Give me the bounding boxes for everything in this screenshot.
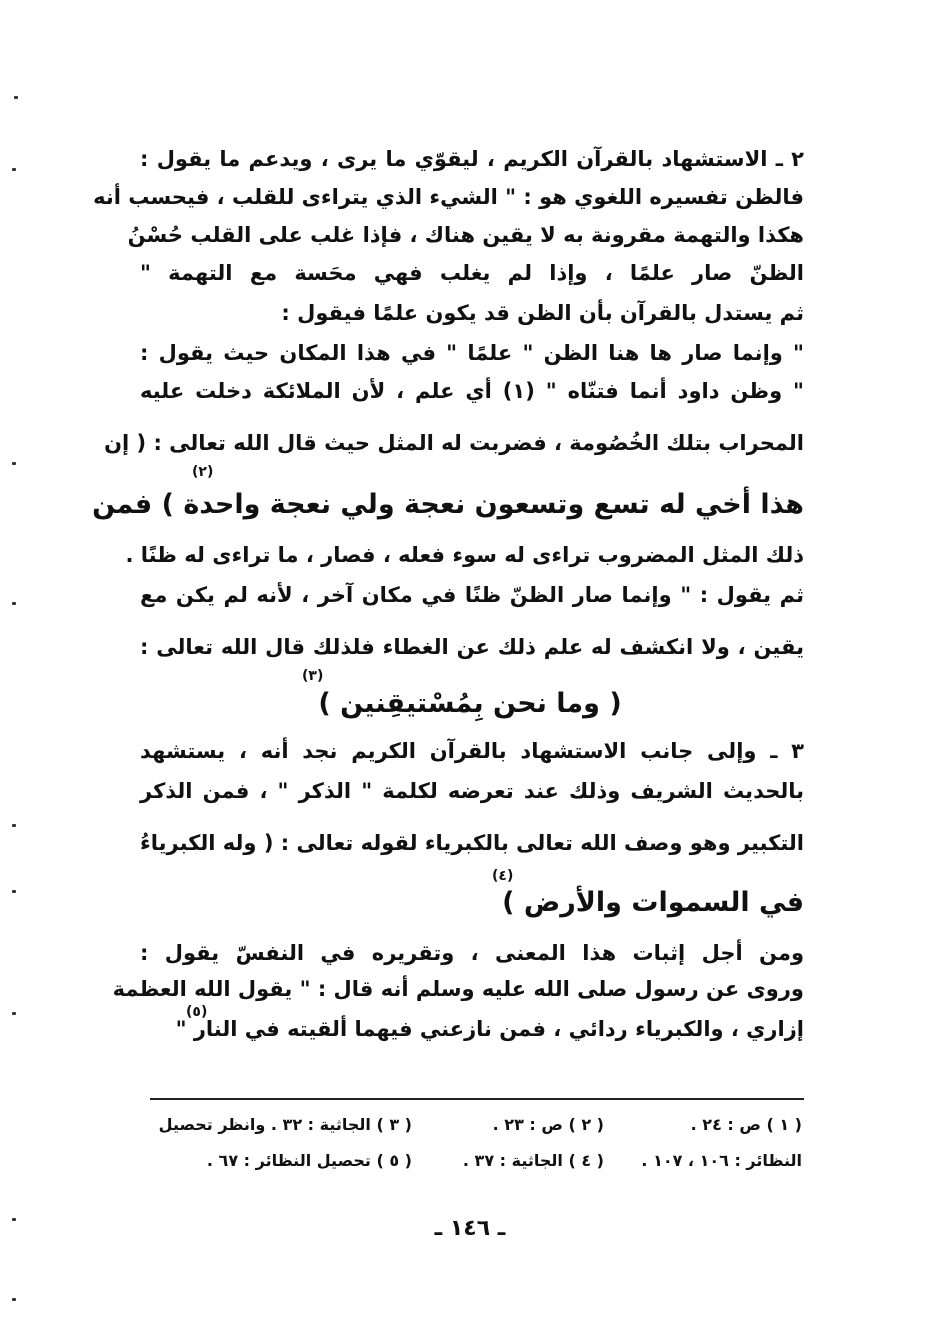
scan-speck [12, 824, 16, 827]
footnote-3-cont: النظائر : ١٠٦ ، ١٠٧ . [641, 1151, 802, 1170]
body-line-16: التكبير وهو وصف الله تعالى بالكبرياء لقوله تعالى : ( وله الكبرياءُ [140, 831, 804, 855]
footnote-2: ( ٢ ) ص : ٢٣ . [492, 1115, 604, 1134]
note-ref-3: (٣) [302, 668, 324, 684]
scan-speck [12, 1218, 16, 1221]
note-ref-2: (٢) [192, 464, 214, 480]
page-number: ـ ١٤٦ ـ [434, 1216, 506, 1241]
scan-speck [12, 168, 16, 171]
body-line-6: " وإنما صار ها هنا الظن " علمًا " في هذا المكان حيث يقول : [140, 341, 804, 365]
scan-speck [12, 1298, 16, 1301]
scan-speck [12, 1012, 16, 1015]
body-line-10: ذلك المثل المضروب تراءى له سوء فعله ، فصار ، ما تراءى له ظنًا . [125, 543, 804, 567]
body-line-11: ثم يقول : " وإنما صار الظنّ ظنًا في مكان آخر ، لأنه لم يكن مع [140, 583, 804, 607]
body-line-1: ٢ ـ الاستشهاد بالقرآن الكريم ، ليقوّي ما يرى ، ويدعم ما يقول : [140, 147, 804, 171]
body-line-15: بالحديث الشريف وذلك عند تعرضه لكلمة " الذكر " ، فمن الذكر [140, 779, 804, 803]
scan-speck [14, 96, 18, 99]
footnote-1: ( ١ ) ص : ٢٤ . [690, 1115, 802, 1134]
footnote-rule [150, 1098, 804, 1100]
body-line-20: إزاري ، والكبرياء ردائي ، فمن نازعني فيهما ألقيته في النار " [175, 1017, 804, 1041]
footnote-3: ( ٣ ) الجاثية : ٣٢ . وانظر تحصيل [158, 1115, 412, 1134]
body-line-2: فالظن تفسيره اللغوي هو : " الشيء الذي يتراءى للقلب ، فيحسب أنه [93, 185, 804, 209]
body-line-3: هكذا والتهمة مقرونة به لا يقين هناك ، فإذا غلب على القلب حُسْنُ [127, 223, 804, 247]
body-line-12: يقين ، ولا انكشف له علم ذلك عن الغطاء فلذلك قال الله تعالى : [140, 635, 804, 659]
body-line-14: ٣ ـ وإلى جانب الاستشهاد بالقرآن الكريم نجد أنه ، يستشهد [140, 739, 804, 763]
verse-line: هذا أخي له تسع وتسعون نعجة ولي نعجة واحدة ) فمن [92, 489, 804, 520]
verse-line-2: في السموات والأرض ) [502, 887, 804, 918]
footnote-5: ( ٥ ) تحصيل النظائر : ٦٧ . [206, 1151, 412, 1170]
verse-centered: ( وما نحن بِمُسْتيقِنين ) [318, 688, 622, 719]
note-ref-4: (٤) [492, 868, 514, 884]
scan-speck [12, 602, 16, 605]
scan-speck [12, 890, 16, 893]
body-line-8: المحراب بتلك الخُصُومة ، فضربت له المثل حيث قال الله تعالى : ( إن [104, 431, 804, 455]
body-line-4: الظنّ صار علمًا ، وإذا لم يغلب فهي محَسة مع التهمة " [140, 261, 804, 285]
body-line-19: وروى عن رسول صلى الله عليه وسلم أنه قال : " يقول الله العظمة [112, 977, 804, 1001]
footnote-4: ( ٤ ) الجاثية : ٣٧ . [462, 1151, 604, 1170]
body-line-7: " وظن داود أنما فتنّاه " (١) أي علم ، لأن الملائكة دخلت عليه [140, 379, 805, 403]
scan-speck [12, 462, 16, 465]
note-ref-5: (٥) [186, 1004, 208, 1020]
body-line-18: ومن أجل إثبات هذا المعنى ، وتقريره في النفسّ يقول : [140, 941, 804, 965]
body-line-5: ثم يستدل بالقرآن بأن الظن قد يكون علمًا فيقول : [281, 301, 804, 325]
